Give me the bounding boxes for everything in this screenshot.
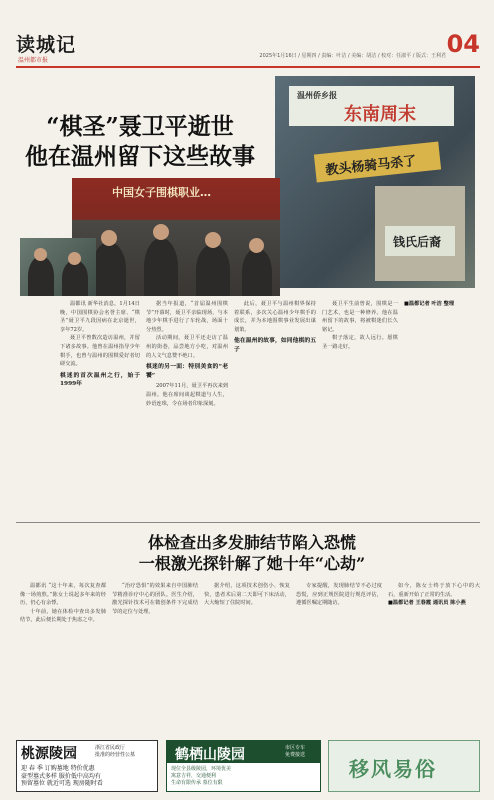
story1-column-1: [60, 300, 140, 500]
paragraph: 温都讯 新华社消息，1月14日晚，中国围棋协会名誉主席、“棋圣”聂卫平九段因病在北京逝世，享年72岁。: [60, 301, 140, 333]
subheading: 棋迷的另一面：特别美食的“老饕”: [146, 364, 228, 379]
person-figure: [28, 256, 54, 296]
person-head: [68, 252, 81, 265]
person-figure: [196, 244, 230, 296]
person-head: [205, 232, 221, 248]
story2-column-5: [388, 582, 480, 732]
paragraph: 聂卫平曾数次造访温州，并留下诸多故事。他曾在温州指导少年棋手，也曾与温州的围棋爱好者切磋交流。: [60, 335, 140, 368]
story2-headline: [20, 532, 484, 574]
ad2-hotline: 市区专车 免费接送: [285, 745, 306, 758]
book-strip: [314, 142, 441, 183]
page-header: [16, 30, 480, 66]
story1-column-3: [234, 300, 316, 500]
paragraph: 十年前，她在体检中查出多发肺结节，此后便长期处于焦虑之中。: [20, 608, 106, 624]
section-title: 读城记: [16, 34, 77, 56]
story2-headline-line2: 一根激光探针解了她十年“心劫”: [138, 554, 366, 573]
story1-headline: [20, 112, 260, 172]
story1-headline-line2: 他在温州留下这些故事: [25, 143, 255, 170]
section-subtitle: 温州都市报: [18, 57, 49, 64]
story2-column-2: [112, 582, 198, 732]
paragraph: 活动期间，聂卫平还走访了温州的街巷，品尝地方小吃，对温州的人文气息赞不绝口。: [146, 335, 228, 359]
person-figure: [92, 242, 126, 296]
book-banner: [289, 86, 454, 126]
ad1-logo: 桃源陵园: [21, 746, 77, 762]
story1-column-2: [146, 300, 228, 500]
story2-headline-line1: 体检查出多发肺结节陷入恐慌: [147, 533, 356, 552]
person-head: [249, 238, 264, 253]
ad2-logo: 鹤栖山陵园: [175, 747, 245, 763]
person-head: [153, 224, 169, 240]
ad-customs-reform[interactable]: [328, 740, 480, 792]
paragraph: 此后，聂卫平与温州棋界保持着联系，多次关心温州少年棋手的成长，并为本地围棋事业发展出谋划策。: [234, 301, 316, 333]
book-strip2: [385, 226, 455, 256]
book-strip-text: 教头杨骑马杀了: [324, 153, 417, 179]
paragraph: 如今，陈女士终于放下心中的大石，重新开始了正常的生活。: [388, 583, 480, 598]
ad3-logo: 移风易俗: [349, 757, 437, 781]
section-divider: [16, 522, 480, 523]
story1-column-4: [322, 300, 398, 500]
story1-headline-line1: “棋圣”聂卫平逝世: [46, 113, 234, 140]
paragraph: 温都讯 “这十年来，每次复查都像一场煎熬。”陈女士说起多年来的经历，仍心有余悸。: [20, 583, 106, 607]
person-figure: [62, 260, 88, 296]
dateline: 2025年1月16日 / 星期四 / 责编：叶洁 / 美编：胡洁 / 校对：任淑平 / 版式：王利君: [259, 53, 446, 59]
page-number: 04: [446, 30, 480, 58]
paragraph: 2007年11月，聂卫平再次来到温州。他在席间谈起棋道与人生，妙语连珠，令在场者印象深刻。: [146, 383, 228, 407]
story2-column-3: [204, 582, 290, 732]
story1-column-5: [404, 300, 480, 500]
ad1-side-text: 浙江省民政厅 批准的经营性公墓: [95, 745, 136, 758]
ad1-body: 迎 春 季 订购墓地 特价优惠 豪型墓式多样 服价低中高均有 预留墓位 就近可选 现房随时看: [21, 765, 103, 787]
story2-column-1: [20, 582, 106, 732]
book-strip2-text: 钱氏后裔: [393, 235, 442, 249]
person-head: [101, 230, 117, 246]
paragraph: 据当年报道，“首届温州围棋节”开幕时，聂卫平亲临现场，与本地少年棋手进行了车轮战，场面十分热烈。: [146, 301, 228, 333]
story2-column-4: [296, 582, 382, 732]
paragraph: 棋子落定，故人远行。愿棋圣一路走好。: [322, 335, 398, 350]
ad-heqishan-cemetery[interactable]: [166, 740, 321, 792]
book-banner-big: 东南周末: [344, 104, 416, 125]
ad-taoyuan-cemetery[interactable]: [16, 740, 158, 792]
paragraph: 据介绍，这项技术创伤小、恢复快，患者术后第二天即可下床活动，大大缩短了住院时间。: [204, 583, 290, 607]
subheading: 棋迷的首次温州之行，始于1999年: [60, 372, 140, 388]
event-banner: 中国女子围棋职业…: [112, 186, 211, 199]
header-rule: [16, 66, 480, 68]
story2-signature: ■温都记者 王春霞 通讯员 陈小燕: [388, 600, 466, 607]
paragraph: 聂卫平生前曾说，围棋是一门艺术，也是一种修养。他在温州留下的故事，将被棋迷们长久铭记。: [322, 301, 398, 333]
advertisement-strip: [16, 740, 480, 792]
book-cover-photo: [275, 76, 475, 288]
person-figure: [242, 248, 272, 296]
person-figure: [144, 238, 178, 296]
group-photo: [20, 238, 96, 296]
event-photo: [72, 178, 280, 296]
book-banner-small: 温州侨乡报: [297, 91, 337, 100]
ad2-body: 现位全县级陵园，环境优美 寓意吉祥，交通便利 生命有限传承 墓位有限: [171, 766, 232, 786]
person-head: [34, 248, 47, 261]
story1-signature: ■温都记者 叶洁 整理: [404, 301, 455, 307]
subheading: 他在温州的故事，如同他棋的五子: [234, 338, 316, 353]
paragraph: “治疗恐惧”的效果来自中国肺结节精准诊疗中心的团队。医生介绍，激光探针技术可在微创条件下完成结节的定位与处理。: [112, 583, 198, 615]
paragraph: 专家提醒，发现肺结节不必过度恐慌，应到正规医院进行规范评估，遵循医嘱定期随访。: [296, 583, 382, 607]
